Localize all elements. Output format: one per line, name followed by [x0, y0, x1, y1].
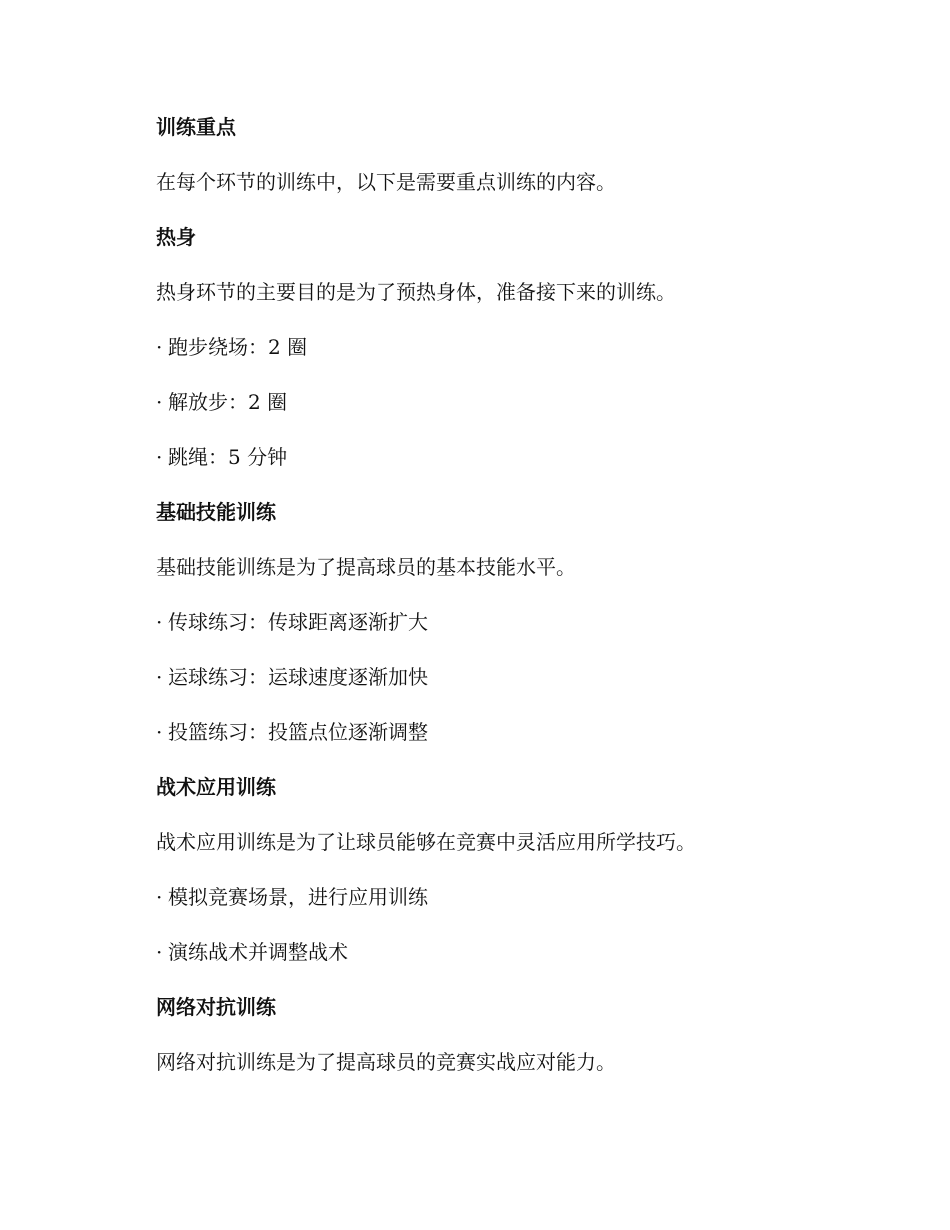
bullet-icon: ·: [156, 390, 163, 414]
list-item-text: 跑步绕场：2 圈: [168, 335, 308, 359]
section-heading: 基础技能训练: [156, 500, 276, 524]
section-paragraph: 战术应用训练是为了让球员能够在竞赛中灵活应用所学技巧。: [156, 830, 696, 854]
list-item-text: 传球练习：传球距离逐渐扩大: [168, 610, 428, 634]
section-heading: 战术应用训练: [156, 775, 276, 799]
list-item-text: 跳绳：5 分钟: [168, 445, 288, 469]
bullet-icon: ·: [156, 940, 163, 964]
list-item-text: 模拟竞赛场景，进行应用训练: [168, 885, 428, 909]
section-paragraph: 在每个环节的训练中，以下是需要重点训练的内容。: [156, 170, 616, 194]
list-item: [156, 665, 428, 689]
list-item: [156, 940, 348, 964]
section-heading: 热身: [156, 225, 196, 249]
list-item-text: 运球练习：运球速度逐渐加快: [168, 665, 428, 689]
list-item: [156, 445, 287, 469]
bullet-icon: ·: [156, 885, 163, 909]
list-item-text: 解放步：2 圈: [168, 390, 288, 414]
list-item-text: 投篮练习：投篮点位逐渐调整: [168, 720, 428, 744]
section-paragraph: 网络对抗训练是为了提高球员的竞赛实战应对能力。: [156, 1050, 616, 1074]
list-item-text: 演练战术并调整战术: [168, 940, 348, 964]
section-heading: 网络对抗训练: [156, 995, 276, 1019]
section-paragraph: 基础技能训练是为了提高球员的基本技能水平。: [156, 555, 576, 579]
list-item: [156, 885, 428, 909]
list-item: [156, 335, 307, 359]
bullet-icon: ·: [156, 665, 163, 689]
bullet-icon: ·: [156, 610, 163, 634]
section-paragraph: 热身环节的主要目的是为了预热身体，准备接下来的训练。: [156, 280, 676, 304]
list-item: [156, 390, 287, 414]
bullet-icon: ·: [156, 335, 163, 359]
section-heading: 训练重点: [156, 115, 236, 139]
list-item: [156, 610, 428, 634]
bullet-icon: ·: [156, 445, 163, 469]
list-item: [156, 720, 428, 744]
bullet-icon: ·: [156, 720, 163, 744]
